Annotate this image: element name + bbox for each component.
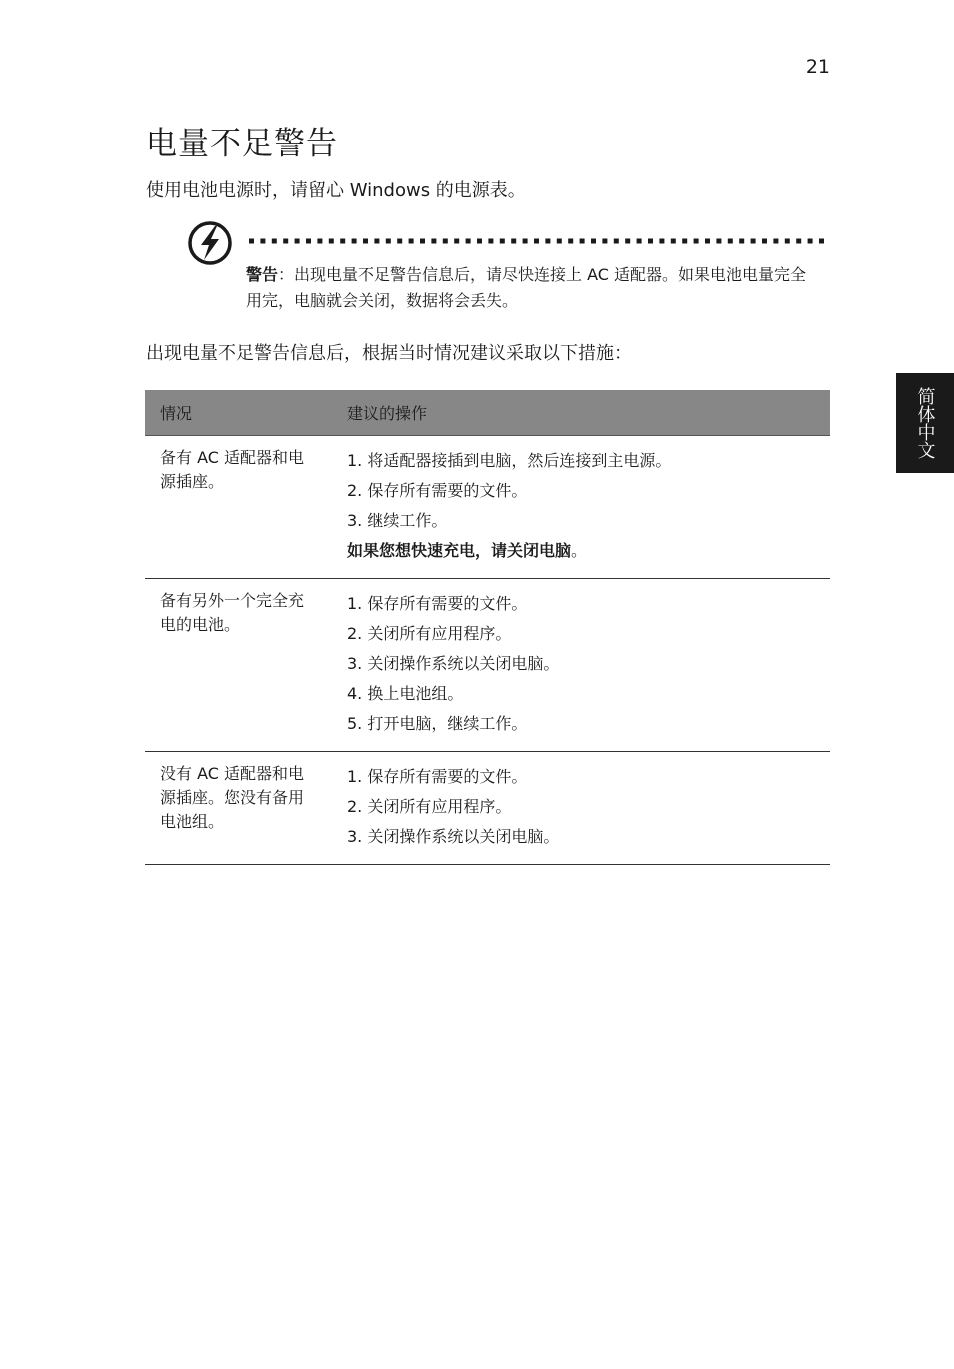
table-header-row (145, 390, 830, 436)
step-item: 3. 继续工作。 (347, 511, 448, 530)
step-item: 3. 关闭操作系统以关闭电脑。 (347, 827, 560, 846)
lead-text: 出现电量不足警告信息后，根据当时情况建议采取以下措施： (146, 343, 632, 364)
steps-cell (332, 436, 830, 579)
actions-table (145, 390, 830, 865)
charge-note-bold: 如果您想快速充电，请关闭电脑 (347, 541, 572, 560)
situation-cell: 没有 AC 适配器和电源插座。您没有备用电池组。 (145, 752, 332, 865)
charge-note-tail: 。 (571, 541, 588, 560)
warning-body: 出现电量不足警告信息后，请尽快连接上 AC 适配器。如果电池电量完全用完，电脑就会关闭，数据将会丢失。 (246, 265, 807, 310)
header-action: 建议的操作 (332, 390, 830, 436)
step-item: 2. 保存所有需要的文件。 (347, 481, 528, 500)
situation-cell: 备有另外一个完全充电的电池。 (145, 579, 332, 752)
step-item: 1. 保存所有需要的文件。 (347, 767, 528, 786)
step-item: 5. 打开电脑，继续工作。 (347, 714, 528, 733)
intro-text: 使用电池电源时，请留心 Windows 的电源表。 (146, 180, 526, 201)
step-item: 3. 关闭操作系统以关闭电脑。 (347, 654, 560, 673)
step-item: 1. 保存所有需要的文件。 (347, 594, 528, 613)
warning-lightning-icon (187, 220, 233, 266)
situation-cell: 备有 AC 适配器和电源插座。 (145, 436, 332, 579)
page-number: 21 (805, 56, 830, 78)
step-item: 1. 将适配器接插到电脑，然后连接到主电源。 (347, 451, 672, 470)
warning-label: 警告 (246, 265, 279, 284)
steps-cell (332, 752, 830, 865)
charge-note (347, 536, 815, 566)
step-item: 4. 换上电池组。 (347, 684, 464, 703)
table-row (145, 752, 830, 865)
header-situation: 情况 (145, 390, 332, 436)
page-title: 电量不足警告 (146, 126, 338, 162)
warning-separator (247, 238, 830, 244)
language-tab: 简体中文 (896, 373, 954, 473)
warning-text (246, 262, 816, 314)
steps-cell (332, 579, 830, 752)
step-item: 2. 关闭所有应用程序。 (347, 624, 512, 643)
warning-separator-text: ： (278, 265, 295, 284)
table-row (145, 436, 830, 579)
step-item: 2. 关闭所有应用程序。 (347, 797, 512, 816)
table-row (145, 579, 830, 752)
